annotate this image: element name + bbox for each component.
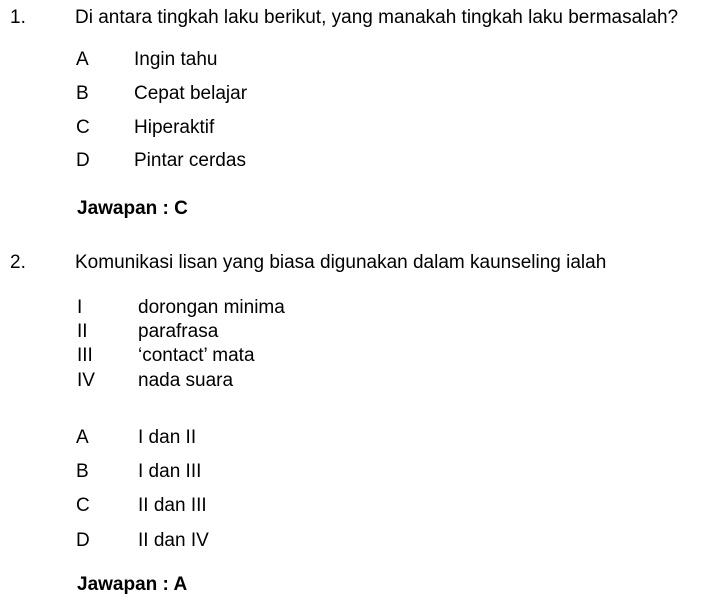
option-text: Hiperaktif xyxy=(134,117,215,138)
option-text: Ingin tahu xyxy=(134,49,218,70)
statement-text: parafrasa xyxy=(138,321,219,342)
option-letter: C xyxy=(76,495,90,516)
option-text: I dan III xyxy=(138,461,202,482)
statement-numeral: II xyxy=(77,321,88,342)
option-text: II dan III xyxy=(138,495,207,516)
question-number: 1. xyxy=(10,7,26,28)
option-letter: D xyxy=(76,150,90,171)
question-text: Di antara tingkah laku berikut, yang manakah tingkah laku bermasalah? xyxy=(75,7,679,28)
question-number: 2. xyxy=(10,252,26,273)
statement-numeral: III xyxy=(77,345,93,366)
option-letter: B xyxy=(76,461,89,482)
statement-text: ‘contact’ mata xyxy=(138,345,255,366)
statement-numeral: IV xyxy=(77,370,95,391)
option-text: Pintar cerdas xyxy=(134,150,246,171)
option-letter: A xyxy=(76,427,89,448)
question-text: Komunikasi lisan yang biasa digunakan dalam kaunseling ialah xyxy=(75,252,607,273)
answer-text: Jawapan : A xyxy=(77,574,188,595)
option-text: I dan II xyxy=(138,427,197,448)
statement-text: nada suara xyxy=(138,370,234,391)
answer-text: Jawapan : C xyxy=(77,198,188,219)
option-text: Cepat belajar xyxy=(134,83,248,104)
statement-text: dorongan minima xyxy=(138,297,285,318)
option-letter: D xyxy=(76,530,90,551)
statement-numeral: I xyxy=(77,297,83,318)
option-letter: A xyxy=(76,49,89,70)
option-text: II dan IV xyxy=(138,530,209,551)
option-letter: C xyxy=(76,117,90,138)
option-letter: B xyxy=(76,83,89,104)
